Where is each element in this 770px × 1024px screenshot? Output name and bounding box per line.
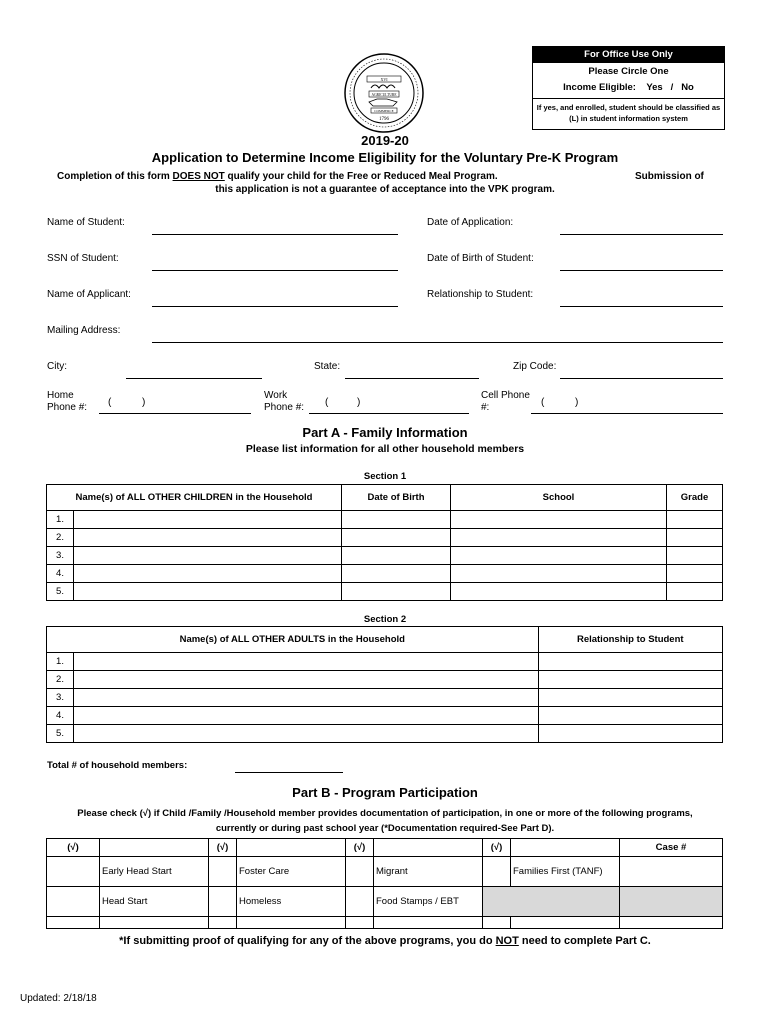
does-not-emphasis: DOES NOT (172, 171, 225, 182)
state-label: State: (314, 361, 341, 372)
check-header: (√) (47, 839, 100, 857)
part-a-title: Part A - Family Information (302, 425, 468, 440)
table-cell[interactable] (74, 671, 539, 689)
table-cell[interactable] (74, 529, 342, 547)
date-of-birth-field[interactable] (560, 270, 723, 271)
adults-relationship-header: Relationship to Student (538, 627, 722, 653)
table-cell[interactable] (667, 529, 723, 547)
part-a-subtitle: Please list information for all other household members (245, 443, 525, 455)
name-of-student-field[interactable] (152, 234, 398, 235)
program-table (46, 838, 723, 929)
section-2-label: Section 2 (363, 614, 407, 625)
home-phone-label: Home Phone #: (47, 390, 88, 413)
table-cell (209, 917, 237, 929)
case-number-header: Case # (620, 839, 723, 857)
table-cell (511, 917, 620, 929)
total-members-label: Total # of household members: (47, 760, 188, 771)
program-migrant: Migrant (374, 857, 483, 887)
date-of-application-label: Date of Application: (427, 217, 514, 228)
checkbox-foster-care[interactable] (209, 857, 237, 887)
city-label: City: (47, 361, 67, 372)
table-cell[interactable] (74, 689, 539, 707)
table-cell[interactable] (667, 511, 723, 529)
table-cell[interactable] (74, 707, 539, 725)
table-cell[interactable] (74, 653, 539, 671)
work-phone-label: Work Phone #: (264, 390, 305, 413)
table-cell (483, 917, 511, 929)
office-use-box (532, 46, 725, 130)
cell-phone-label: Cell Phone #: (481, 390, 530, 413)
checkbox-early-head-start[interactable] (47, 857, 100, 887)
mailing-address-field[interactable] (152, 342, 723, 343)
children-grade-header: Grade (667, 485, 723, 511)
check-header: (√) (483, 839, 511, 857)
form-subtitle-right: Submission of (635, 171, 704, 182)
part-b-footer: *If submitting proof of qualifying for any of the above programs, you do NOT need to complete Part C. (119, 935, 651, 947)
adults-name-header: Name(s) of ALL OTHER ADULTS in the Household (47, 627, 539, 653)
program-early-head-start: Early Head Start (100, 857, 209, 887)
form-subtitle-line2: this application is not a guarantee of acceptance into the VPK program. (215, 184, 555, 195)
total-members-field[interactable] (235, 772, 343, 773)
program-foster-care: Foster Care (237, 857, 346, 887)
cell-phone-field[interactable] (531, 413, 723, 414)
city-field[interactable] (126, 378, 262, 379)
relationship-field[interactable] (560, 306, 723, 307)
not-emphasis: NOT (495, 935, 519, 947)
check-header: (√) (209, 839, 237, 857)
tennessee-seal-icon (343, 52, 425, 134)
work-area-open: ( (325, 397, 329, 408)
table-cell[interactable] (538, 725, 722, 743)
row-number: 3. (47, 689, 74, 707)
table-cell[interactable] (538, 653, 722, 671)
table-cell[interactable] (667, 565, 723, 583)
row-number: 5. (47, 725, 74, 743)
mailing-address-label: Mailing Address: (47, 325, 121, 336)
table-cell[interactable] (74, 583, 342, 601)
table-cell (620, 917, 723, 929)
row-number: 1. (47, 653, 74, 671)
row-number: 4. (47, 707, 74, 725)
state-field[interactable] (345, 378, 479, 379)
table-cell (100, 839, 209, 857)
children-name-header: Name(s) of ALL OTHER CHILDREN in the Household (47, 485, 342, 511)
row-number: 5. (47, 583, 74, 601)
zip-label: Zip Code: (513, 361, 557, 372)
table-cell (237, 917, 346, 929)
form-subtitle-line1: Completion of this form DOES NOT qualify your child for the Free or Reduced Meal Program. (57, 171, 498, 182)
office-note-line2: (L) in student information system (569, 114, 688, 123)
shaded-cell (620, 887, 723, 917)
table-cell (100, 917, 209, 929)
home-area-open: ( (108, 397, 112, 408)
part-b-title: Part B - Program Participation (292, 785, 478, 800)
table-cell (237, 839, 346, 857)
row-number: 2. (47, 529, 74, 547)
table-cell[interactable] (342, 547, 451, 565)
table-cell (346, 917, 374, 929)
form-year: 2019-20 (361, 133, 409, 148)
table-cell (511, 839, 620, 857)
children-dob-header: Date of Birth (342, 485, 451, 511)
income-eligible-choice[interactable]: Income Eligible: Yes / No (563, 82, 694, 93)
shaded-cell (483, 887, 620, 917)
table-cell[interactable] (538, 689, 722, 707)
adults-table (46, 626, 723, 743)
zip-field[interactable] (560, 378, 723, 379)
row-number: 4. (47, 565, 74, 583)
checkbox-food-stamps[interactable] (346, 887, 374, 917)
home-phone-field[interactable] (99, 413, 251, 414)
part-b-instruction-line2: currently or during past school year (*Documentation required-See Part D). (215, 823, 555, 834)
table-cell (374, 839, 483, 857)
circle-one-label: Please Circle One (588, 66, 669, 77)
work-area-close: ) (357, 397, 361, 408)
date-of-birth-label: Date of Birth of Student: (427, 253, 534, 264)
table-cell[interactable] (74, 565, 342, 583)
program-homeless: Homeless (237, 887, 346, 917)
table-cell[interactable] (74, 725, 539, 743)
name-of-student-label: Name of Student: (47, 217, 125, 228)
row-number: 2. (47, 671, 74, 689)
table-cell[interactable] (451, 547, 667, 565)
checkbox-head-start[interactable] (47, 887, 100, 917)
children-table (46, 484, 723, 601)
seal-agriculture: AGRICULTURE (371, 93, 397, 97)
home-area-close: ) (142, 397, 146, 408)
table-cell[interactable] (451, 511, 667, 529)
section-1-label: Section 1 (363, 471, 407, 482)
check-header: (√) (346, 839, 374, 857)
case-number-field[interactable] (620, 857, 723, 887)
table-cell[interactable] (342, 583, 451, 601)
updated-date: Updated: 2/18/18 (20, 993, 97, 1004)
checkbox-migrant[interactable] (346, 857, 374, 887)
table-cell[interactable] (451, 529, 667, 547)
cell-area-close: ) (575, 397, 579, 408)
table-cell[interactable] (74, 547, 342, 565)
table-cell[interactable] (342, 565, 451, 583)
office-note-line1: If yes, and enrolled, student should be classified as (536, 103, 721, 112)
work-phone-field[interactable] (309, 413, 469, 414)
cell-area-open: ( (541, 397, 545, 408)
table-cell[interactable] (451, 565, 667, 583)
table-cell[interactable] (538, 707, 722, 725)
name-of-applicant-field[interactable] (152, 306, 398, 307)
office-use-header: For Office Use Only (533, 47, 724, 63)
table-cell[interactable] (342, 529, 451, 547)
ssn-field[interactable] (152, 270, 398, 271)
table-cell[interactable] (538, 671, 722, 689)
name-of-applicant-label: Name of Applicant: (47, 289, 131, 300)
children-school-header: School (451, 485, 667, 511)
program-families-first: Families First (TANF) (511, 857, 620, 887)
row-number: 3. (47, 547, 74, 565)
table-cell (374, 917, 483, 929)
form-title: Application to Determine Income Eligibility for the Voluntary Pre-K Program (151, 150, 619, 165)
table-cell (47, 917, 100, 929)
table-cell[interactable] (342, 511, 451, 529)
seal-xvi: XVI (380, 77, 388, 82)
program-food-stamps: Food Stamps / EBT (374, 887, 483, 917)
checkbox-homeless[interactable] (209, 887, 237, 917)
ssn-label: SSN of Student: (47, 253, 119, 264)
part-b-instruction-line1: Please check (√) if Child /Family /Household member provides documentation of participation, in one or more of the following programs, (77, 808, 693, 819)
date-of-application-field[interactable] (560, 234, 723, 235)
row-number: 1. (47, 511, 74, 529)
seal-commerce: COMMERCE (374, 109, 394, 113)
checkbox-families-first[interactable] (483, 857, 511, 887)
table-cell[interactable] (667, 547, 723, 565)
seal-year: 1796 (379, 117, 389, 122)
table-cell[interactable] (667, 583, 723, 601)
table-cell[interactable] (74, 511, 342, 529)
table-cell[interactable] (451, 583, 667, 601)
program-head-start: Head Start (100, 887, 209, 917)
relationship-label: Relationship to Student: (427, 289, 534, 300)
